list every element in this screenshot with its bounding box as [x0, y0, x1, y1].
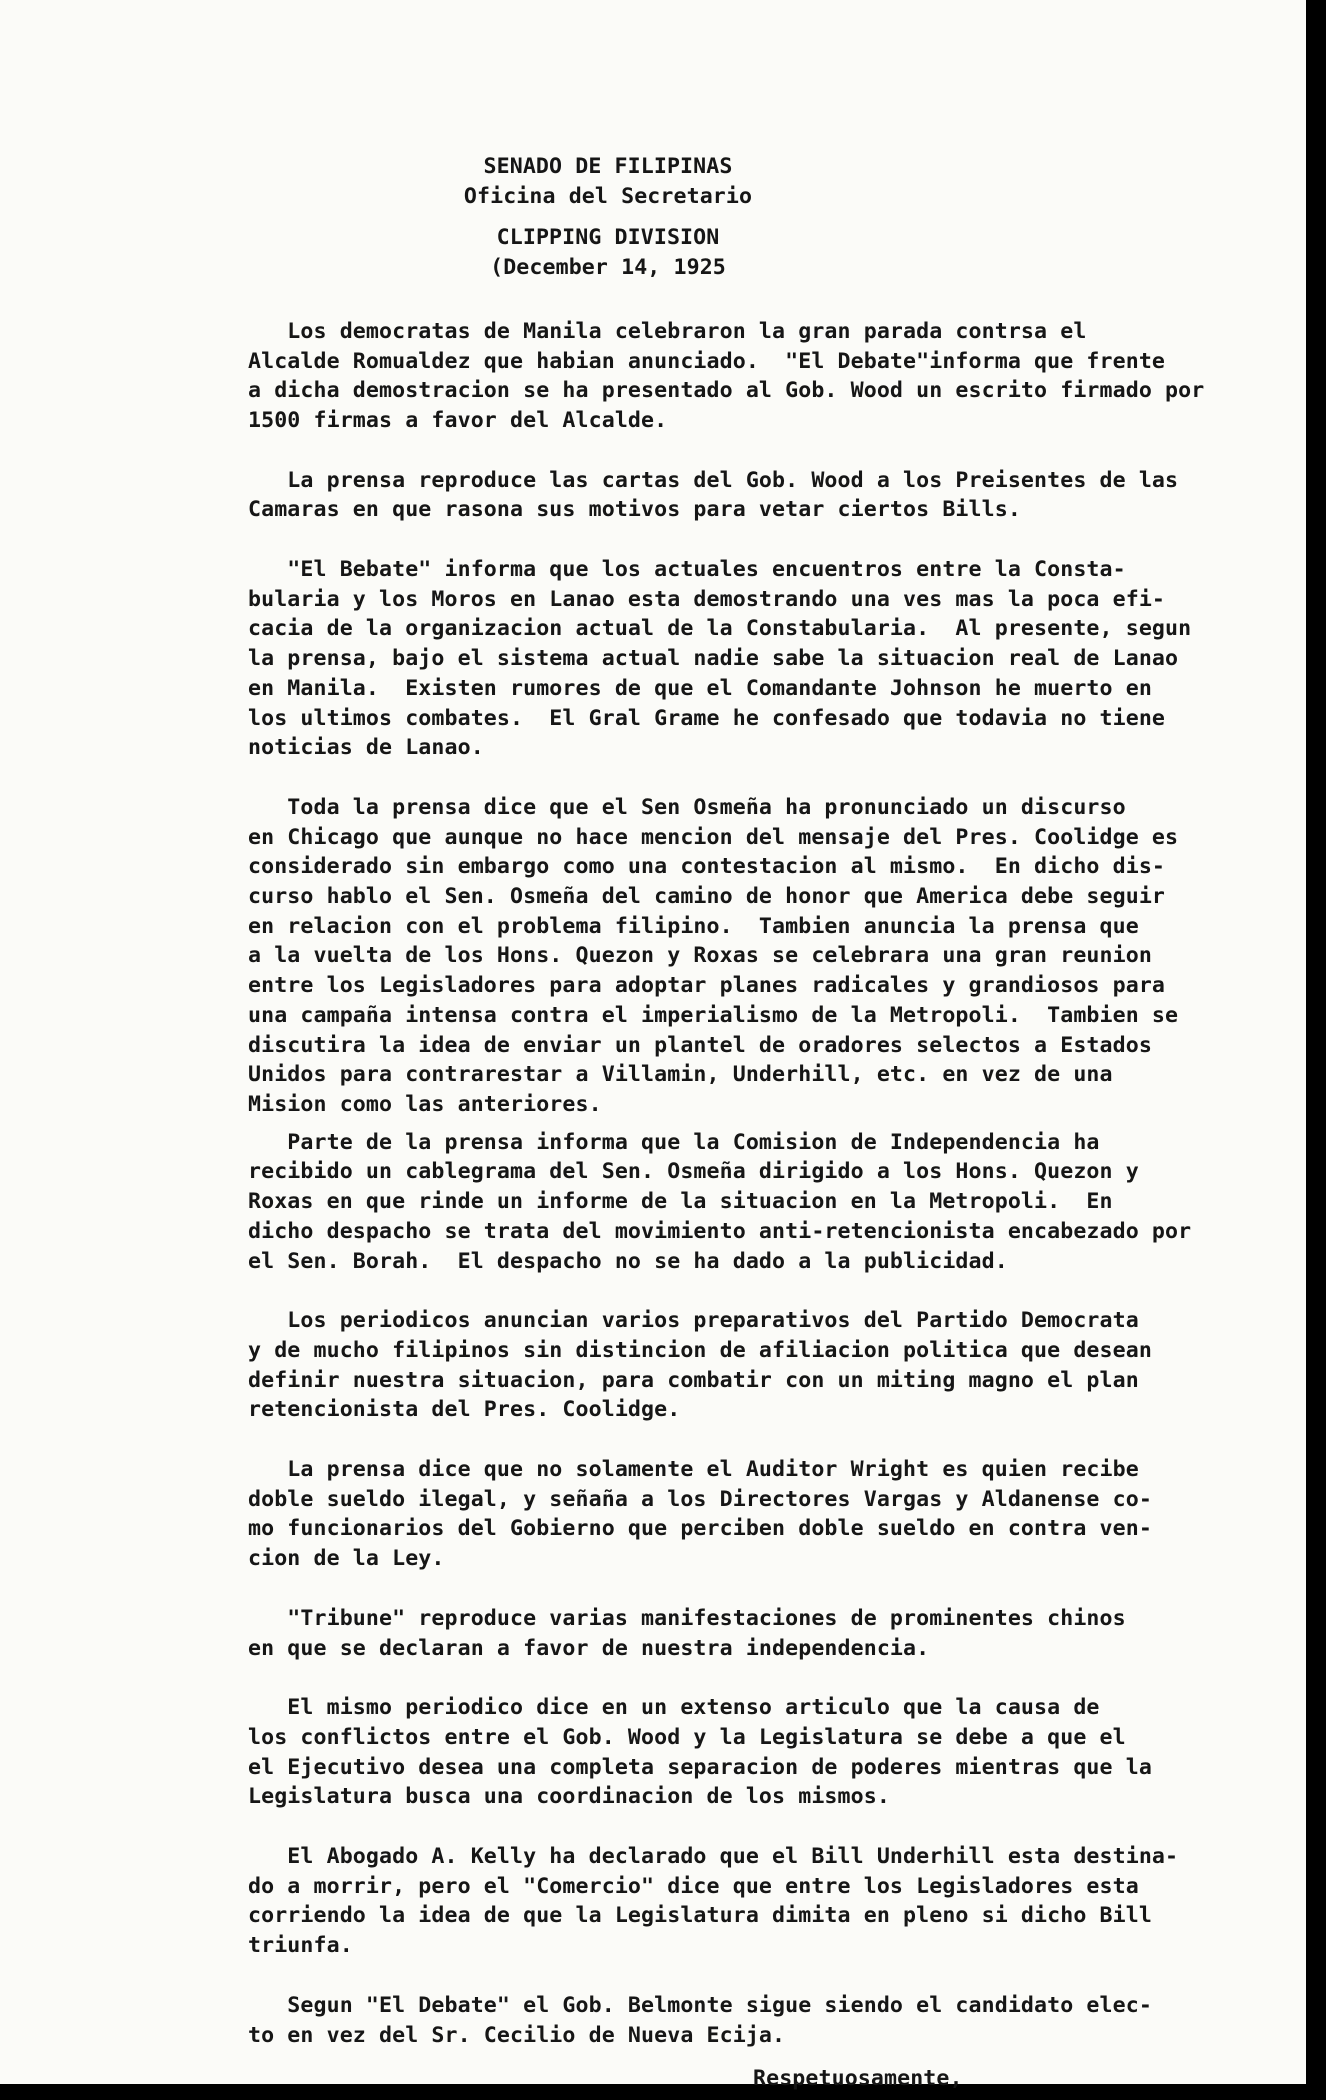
memo-date: (December 14, 1925	[490, 255, 726, 281]
memo-body	[248, 152, 1228, 2094]
paragraph-1: Los democratas de Manila celebraron la gran parada contrsa el Alcalde Romualdez que habian anunciado. "El Debate"informa que frente a dicha demostracion se ha presentado al Gob. Wood un escrito firmado por 1500 firmas a favor del Alcalde.	[248, 318, 1205, 433]
office-title: Oficina del Secretario	[463, 183, 753, 209]
division-block	[248, 223, 1228, 282]
paragraph-10: El Abogado A. Kelly ha declarado que el Bill Underhill esta destina- do a morrir, pero el "Comercio" dice que entre los Legisladores esta corriendo la idea de que la Legislatura dimita en pleno si dicho Bill triunfa.	[248, 1844, 1179, 1959]
paragraph-9: El mismo periodico dice en un extenso articulo que la causa de los conflictos entre el Gob. Wood y la Legislatura se debe a que el el Ejecutivo desea una completa separacion de poderes mientras que la Legislatura busca una coordinacion de los mismos.	[248, 1695, 1152, 1810]
paragraph-2: La prensa reproduce las cartas del Gob. Wood a los Preisentes de las Camaras en que rasona sus motivos para vetar ciertos Bills.	[248, 467, 1179, 523]
letterhead	[248, 152, 1228, 211]
senate-title: SENADO DE FILIPINAS	[483, 154, 733, 179]
paragraph-6: Los periodicos anuncian varios preparativos del Partido Democrata y de mucho filipinos sin distincion de afiliacion politica que desean definir nuestra situacion, para combatir con un miting magno el plan retencionista del Pres. Coolidge.	[248, 1308, 1152, 1423]
paragraph-7: La prensa dice que no solamente el Auditor Wright es quien recibe doble sueldo ilegal, y señaña a los Directores Vargas y Aldanense co- mo funcionarios del Gobierno que perciben doble sueldo en contra ven- cion de la Ley.	[248, 1457, 1152, 1572]
paragraph-5: Parte de la prensa informa que la Comision de Independencia ha recibido un cablegrama del Sen. Osmeña dirigido a los Hons. Quezon y Roxas en que rinde un informe de la situacion en la Metropoli. En dicho despacho se trata del movimiento anti-retencionista encabezado por el Sen. Borah. El despacho no se ha dado a la publicidad.	[248, 1129, 1192, 1274]
paragraph-8: "Tribune" reproduce varias manifestaciones de prominentes chinos en que se declaran a favor de nuestra independencia.	[248, 1605, 1126, 1661]
paragraph-11: Segun "El Debate" el Gob. Belmonte sigue siendo el candidato elec- to en vez del Sr. Cecilio de Nueva Ecija.	[248, 1992, 1152, 2048]
paragraph-4: Toda la prensa dice que el Sen Osmeña ha pronunciado un discurso en Chicago que aunque no hace mencion del mensaje del Pres. Coolidge es considerado sin embargo como una contestacion al mismo. En dicho dis- curso hablo el Sen. Osmeña del camino de honor que America debe seguir en relacion con el problema filipino. Tambien anuncia la prensa que a la vuelta de los Hons. Quezon y Roxas se celebrara una gran reunion entre los Legisladores para adoptar planes radicales y grandiosos para una campaña intensa contra el imperialismo de la Metropoli. Tambien se discutira la idea de enviar un plantel de oradores selectos a Estados Unidos para contrarestar a Villamin, Underhill, etc. en vez de una Mision como las anteriores.	[248, 794, 1179, 1117]
closing-salutation: Respetuosamente,	[753, 2066, 963, 2092]
paragraph-3: "El Bebate" informa que los actuales encuentros entre la Consta- bularia y los Moros en Lanao esta demostrando una ves mas la poca efi- cacia de la organizacion actual de la Constabularia. Al presente, segun la prensa, bajo el sistema actual nadie sabe la situacion real de Lanao en Manila. Existen rumores de que el Comandante Johnson he muerto en los ultimos combates. El Gral Grame he confesado que todavia no tiene noticias de Lanao.	[248, 557, 1192, 761]
division-title: CLIPPING DIVISION	[496, 225, 720, 251]
